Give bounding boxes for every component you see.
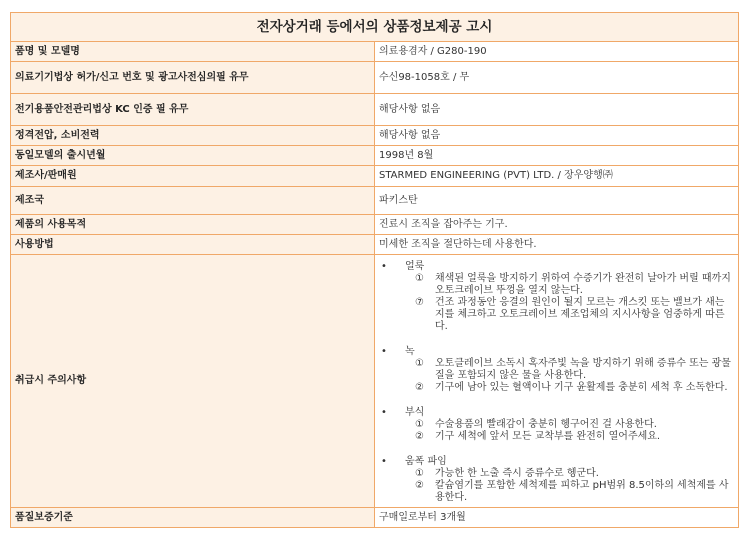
item-text: 오토클레이브 소독시 혹자주빛 녹을 방지하기 위해 증류수 또는 광물질을 포함되지 않은 물을 사용한다. <box>435 358 731 381</box>
care-section-rust <box>379 345 734 394</box>
list-item <box>415 382 734 394</box>
item-text: 채색된 얼룩을 방지하기 위하여 수증기가 완전히 날아가 버릴 때까지 오토크레이브 뚜껑을 열지 않는다. <box>435 273 731 296</box>
care-section-stain <box>379 260 734 333</box>
item-number: ① <box>415 273 424 284</box>
item-text: 기구에 남아 있는 혈액이나 기구 윤활제를 충분히 세척 후 소독한다. <box>435 382 728 393</box>
title-row <box>11 13 739 42</box>
list-item <box>415 297 734 333</box>
table-row <box>11 508 739 528</box>
list-item <box>415 419 734 431</box>
table-title: 전자상거래 등에서의 상품정보제공 고시 <box>11 13 739 42</box>
bullet-icon: • <box>381 455 387 467</box>
row-label: 사용방법 <box>11 235 375 255</box>
item-number: ⑦ <box>415 297 424 308</box>
product-info-table <box>10 12 739 528</box>
row-value: 수신98-1058호 / 무 <box>375 62 739 94</box>
product-info-notice <box>10 12 739 528</box>
bullet-icon: • <box>381 406 387 418</box>
table-row <box>11 215 739 235</box>
section-heading: 부식 <box>405 406 425 418</box>
row-label: 제조국 <box>11 187 375 215</box>
table-row <box>11 187 739 215</box>
row-value: 미세한 조직을 절단하는데 사용한다. <box>375 235 739 255</box>
item-text: 수술용품의 빨래감이 충분히 헹구어진 걸 사용한다. <box>435 419 657 430</box>
item-text: 칼슘염기를 포함한 세척제를 피하고 pH범위 8.5이하의 세척제를 사용한다. <box>435 480 729 503</box>
list-item <box>415 358 734 382</box>
row-label: 품명 및 모델명 <box>11 42 375 62</box>
table-row <box>11 166 739 187</box>
row-value: STARMED ENGINEERING (PVT) LTD. / 장우양행㈜ <box>375 166 739 187</box>
item-number: ② <box>415 480 424 491</box>
care-label: 취급시 주의사항 <box>11 255 375 508</box>
table-row <box>11 235 739 255</box>
item-text: 가능한 한 노출 즉시 증류수로 헹군다. <box>435 468 599 479</box>
table-row <box>11 94 739 126</box>
row-label: 정격전압, 소비전력 <box>11 126 375 146</box>
item-number: ① <box>415 358 424 369</box>
care-content <box>375 255 739 508</box>
row-label: 동일모델의 출시년월 <box>11 146 375 166</box>
row-value: 해당사항 없음 <box>375 94 739 126</box>
list-item <box>415 431 734 443</box>
row-value: 구매일로부터 3개월 <box>375 508 739 528</box>
row-label: 전기용품안전관리법상 KC 인증 필 유무 <box>11 94 375 126</box>
list-item <box>415 468 734 480</box>
item-number: ② <box>415 382 424 393</box>
row-value: 파키스탄 <box>375 187 739 215</box>
row-value: 1998년 8월 <box>375 146 739 166</box>
bullet-icon: • <box>381 345 387 357</box>
item-number: ① <box>415 419 424 430</box>
list-item <box>415 480 734 504</box>
item-text: 건조 과정동안 응결의 원인이 될지 모르는 개스킷 또는 밸브가 새는지를 체크하고 오토크레이브 제조업체의 지시사항을 엄중하게 따른다. <box>435 297 725 332</box>
care-section-corrosion <box>379 406 734 443</box>
list-item <box>415 273 734 297</box>
row-value: 진료시 조직을 잡아주는 기구. <box>375 215 739 235</box>
section-heading: 움폭 파임 <box>405 455 447 467</box>
table-row <box>11 126 739 146</box>
section-heading: 얼룩 <box>405 260 425 272</box>
row-label: 품질보증기준 <box>11 508 375 528</box>
item-number: ① <box>415 468 424 479</box>
row-label: 의료기기법상 허가/신고 번호 및 광고사전심의필 유무 <box>11 62 375 94</box>
care-section-pitting <box>379 455 734 504</box>
care-row <box>11 255 739 508</box>
row-label: 제조사/판매원 <box>11 166 375 187</box>
bullet-icon: • <box>381 260 387 272</box>
item-text: 기구 세척에 앞서 모든 교착부를 완전히 열어주세요. <box>435 431 661 442</box>
row-value: 의료용겸자 / G280-190 <box>375 42 739 62</box>
row-value: 해당사항 없음 <box>375 126 739 146</box>
table-row <box>11 62 739 94</box>
item-number: ② <box>415 431 424 442</box>
section-heading: 녹 <box>405 345 415 357</box>
table-row <box>11 146 739 166</box>
row-label: 제품의 사용목적 <box>11 215 375 235</box>
table-row <box>11 42 739 62</box>
